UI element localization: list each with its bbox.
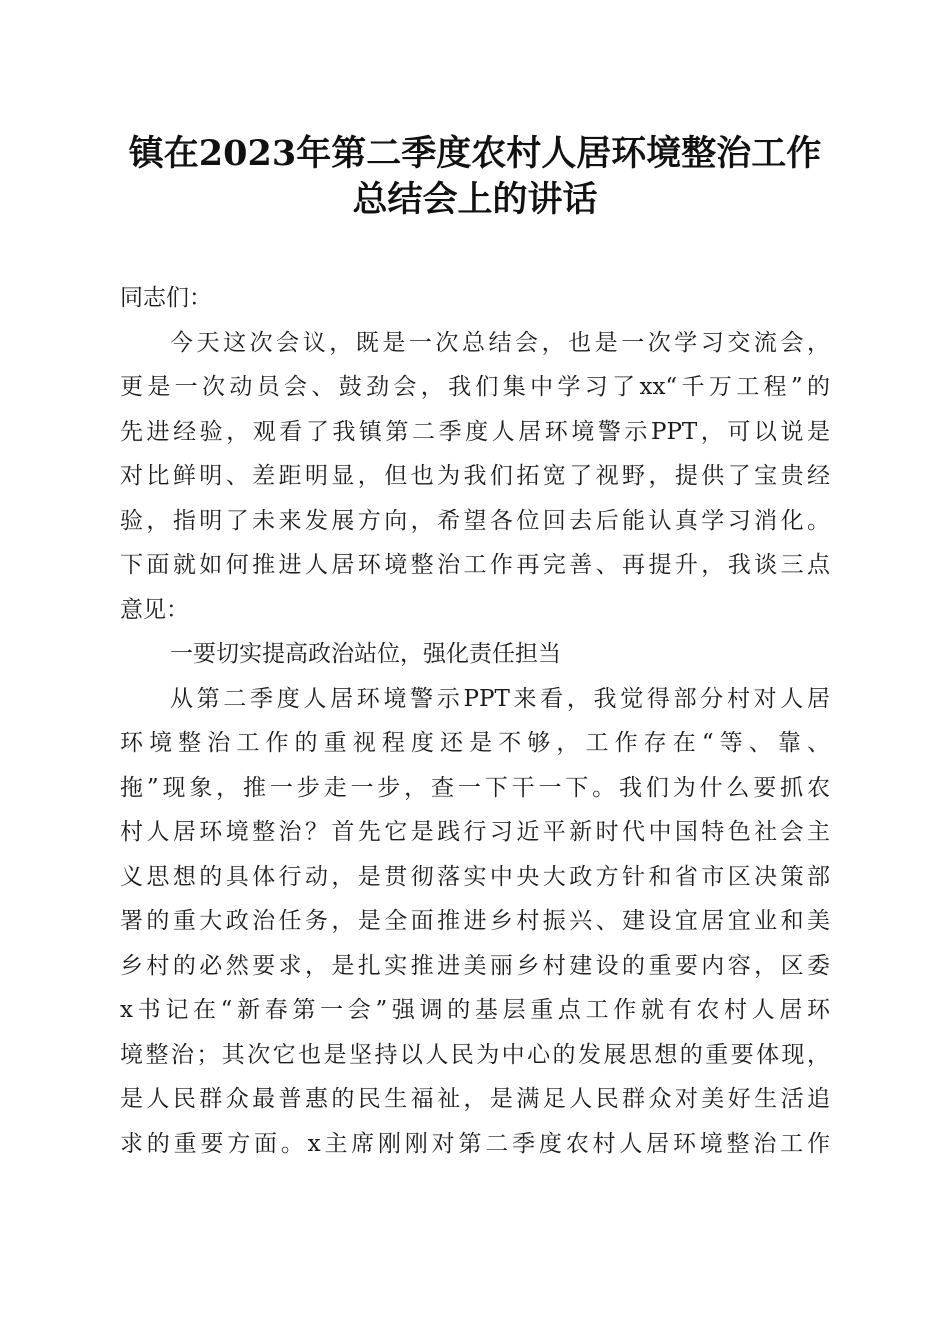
paragraph-line: 下面就如何推进人居环境整治工作再完善、再提升，我谈三点 [120,552,830,578]
paragraph-line: 环境整治工作的重视程度还是不够，工作存在“等、靠、 [120,730,830,756]
section-heading: 一要切实提高政治站位，强化责任担当 [170,641,561,667]
paragraph-line: 署的重大政治任务，是全面推进乡村振兴、建设宜居宜业和美 [120,908,830,934]
paragraph-line: 对比鲜明、差距明显，但也为我们拓宽了视野，提供了宝贵经 [120,463,830,489]
paragraph-1 [120,321,830,633]
paragraph-line: 是人民群众最普惠的民生福祉，是满足人民群众对美好生活追 [120,1086,830,1112]
paragraph-line: x书记在“新春第一会”强调的基层重点工作就有农村人居环 [120,997,830,1023]
paragraph-line: 求的重要方面。x主席刚刚对第二季度农村人居环境整治工作 [120,1130,830,1157]
paragraph-line: 乡村的必然要求，是扎实推进美丽乡村建设的重要内容，区委 [120,952,830,979]
paragraph-line: 拖”现象，推一步走一步，查一下干一下。我们为什么要抓农 [120,774,830,801]
paragraph-line: 村人居环境整治？首先它是践行习近平新时代中国特色社会主 [120,819,830,845]
document-body [120,276,830,1166]
paragraph-line: 义思想的具体行动，是贯彻落实中央大政方针和省市区决策部 [120,863,830,890]
paragraph-line: 先进经验，观看了我镇第二季度人居环境警示PPT，可以说是 [120,418,830,445]
paragraph-line: 验，指明了未来发展方向，希望各位回去后能认真学习消化。 [120,507,830,534]
document-title [120,131,830,223]
title-line-1: 镇在2023年第二季度农村人居环境整治工作 [128,133,822,174]
salutation: 同志们： [120,285,212,311]
paragraph-line: 从第二季度人居环境警示PPT来看，我觉得部分村对人居 [170,685,830,712]
paragraph-line: 意见： [120,596,189,623]
paragraph-line: 更是一次动员会、鼓劲会，我们集中学习了xx“千万工程”的 [120,374,830,400]
title-line-2: 总结会上的讲话 [352,179,598,220]
paragraph-line: 境整治；其次它也是坚持以人民为中心的发展思想的重要体现， [120,1041,830,1068]
paragraph-2 [120,677,830,1167]
paragraph-line: 今天这次会议，既是一次总结会，也是一次学习交流会， [170,329,830,356]
